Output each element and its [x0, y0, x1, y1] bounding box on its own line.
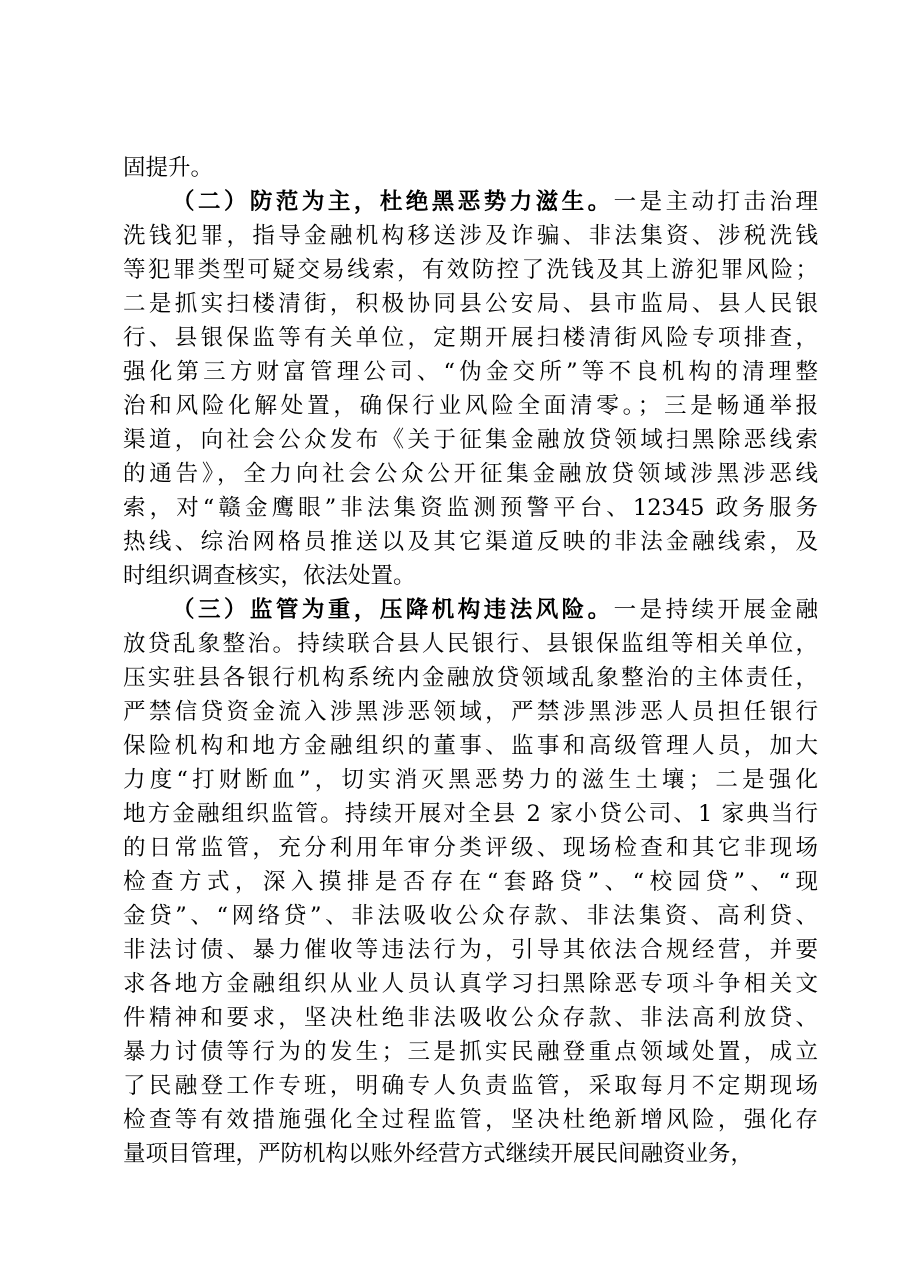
text-line-content: 固提升。 — [123, 155, 214, 181]
text-line-content: 金贷”、“网络贷”、非法吸收公众存款、非法集资、高利贷、 — [123, 903, 818, 929]
text-line — [123, 899, 818, 933]
text-line-content: 量项目管理，严防机构以账外经营方式继续开展民间融资业务， — [123, 1141, 754, 1167]
text-line — [123, 1069, 818, 1103]
text-line-content: 等犯罪类型可疑交易线索，有效防控了洗钱及其上游犯罪风险； — [123, 257, 818, 283]
section-three-heading: （三）监管为重，压降机构违法风险。 — [172, 597, 614, 623]
text-line — [123, 967, 818, 1001]
text-line — [123, 525, 818, 559]
text-line-content: 检查方式，深入摸排是否存在“套路贷”、“校园贷”、“现 — [123, 869, 818, 895]
text-line — [123, 1001, 818, 1035]
text-line — [123, 321, 818, 355]
text-line-content: 的通告》，全力向社会公众公开征集金融放贷领域涉黑涉恶线 — [123, 461, 818, 487]
text-line-content: 严禁信贷资金流入涉黑涉恶领域，严禁涉黑涉恶人员担任银行 — [123, 699, 818, 725]
text-line — [123, 865, 818, 899]
text-line — [123, 627, 818, 661]
text-line-content: 热线、综治网格员推送以及其它渠道反映的非法金融线索，及 — [123, 529, 818, 555]
text-line — [123, 695, 818, 729]
text-line — [123, 1137, 818, 1171]
text-line-content: 保险机构和地方金融组织的董事、监事和高级管理人员，加大 — [123, 733, 818, 759]
text-line — [123, 151, 818, 185]
text-line — [123, 355, 818, 389]
text-line-content: 时组织调查核实，依法处置。 — [123, 563, 416, 589]
text-line-content: 二是抓实扫楼清街，积极协同县公安局、县市监局、县人民银 — [123, 291, 818, 317]
section-two-heading: （二）防范为主，杜绝黑恶势力滋生。 — [172, 189, 614, 215]
text-line — [123, 729, 818, 763]
text-line-content: 行、县银保监等有关单位，定期开展扫楼清街风险专项排查， — [123, 325, 818, 351]
text-line-content: 渠道，向社会公众发布《关于征集金融放贷领域扫黑除恶线索 — [123, 427, 818, 453]
text-line-content: 治和风险化解处置，确保行业风险全面清零。；三是畅通举报 — [123, 393, 818, 419]
text-line — [123, 1103, 818, 1137]
text-line-content: 洗钱犯罪，指导金融机构移送涉及诈骗、非法集资、涉税洗钱 — [123, 223, 818, 249]
text-line-content: 压实驻县各银行机构系统内金融放贷领域乱象整治的主体责任， — [123, 665, 818, 691]
text-line-content: 求各地方金融组织从业人员认真学习扫黑除恶专项斗争相关文 — [123, 971, 818, 997]
text-line — [123, 661, 818, 695]
text-line — [123, 423, 818, 457]
text-line-content: 暴力讨债等行为的发生；三是抓实民融登重点领域处置，成立 — [123, 1039, 818, 1065]
text-line — [123, 831, 818, 865]
text-line — [123, 1035, 818, 1069]
section-three-line — [172, 593, 818, 627]
text-line-content: 的日常监管，充分利用年审分类评级、现场检查和其它非现场 — [123, 835, 818, 861]
text-line-content: 检查等有效措施强化全过程监管，坚决杜绝新增风险，强化存 — [123, 1107, 818, 1133]
text-line — [123, 253, 818, 287]
text-line-content: 力度“打财断血”，切实消灭黑恶势力的滋生土壤；二是强化 — [123, 767, 818, 793]
text-line-content: 强化第三方财富管理公司、“伪金交所”等不良机构的清理整 — [123, 359, 818, 385]
text-line — [123, 559, 818, 593]
text-line-content: 件精神和要求，坚决杜绝非法吸收公众存款、非法高利放贷、 — [123, 1005, 818, 1031]
text-line — [123, 457, 818, 491]
text-line — [123, 797, 818, 831]
text-line-content: 非法讨债、暴力催收等违法行为，引导其依法合规经营，并要 — [123, 937, 818, 963]
section-two-line — [172, 185, 818, 219]
text-line — [123, 763, 818, 797]
text-line-content: 索，对“赣金鹰眼”非法集资监测预警平台、12345 政务服务 — [123, 495, 818, 521]
text-line-content: 了民融登工作专班，明确专人负责监管，采取每月不定期现场 — [123, 1073, 818, 1099]
text-line-content: 地方金融组织监管。持续开展对全县 2 家小贷公司、1 家典当行 — [123, 801, 818, 827]
text-line — [123, 491, 818, 525]
text-line-content: 一是主动打击治理 — [613, 189, 818, 215]
text-line-content: 一是持续开展金融 — [613, 597, 818, 623]
text-line — [123, 933, 818, 967]
text-line — [123, 287, 818, 321]
text-line — [123, 389, 818, 423]
text-line-content: 放贷乱象整治。持续联合县人民银行、县银保监组等相关单位， — [123, 631, 818, 657]
text-line — [123, 219, 818, 253]
